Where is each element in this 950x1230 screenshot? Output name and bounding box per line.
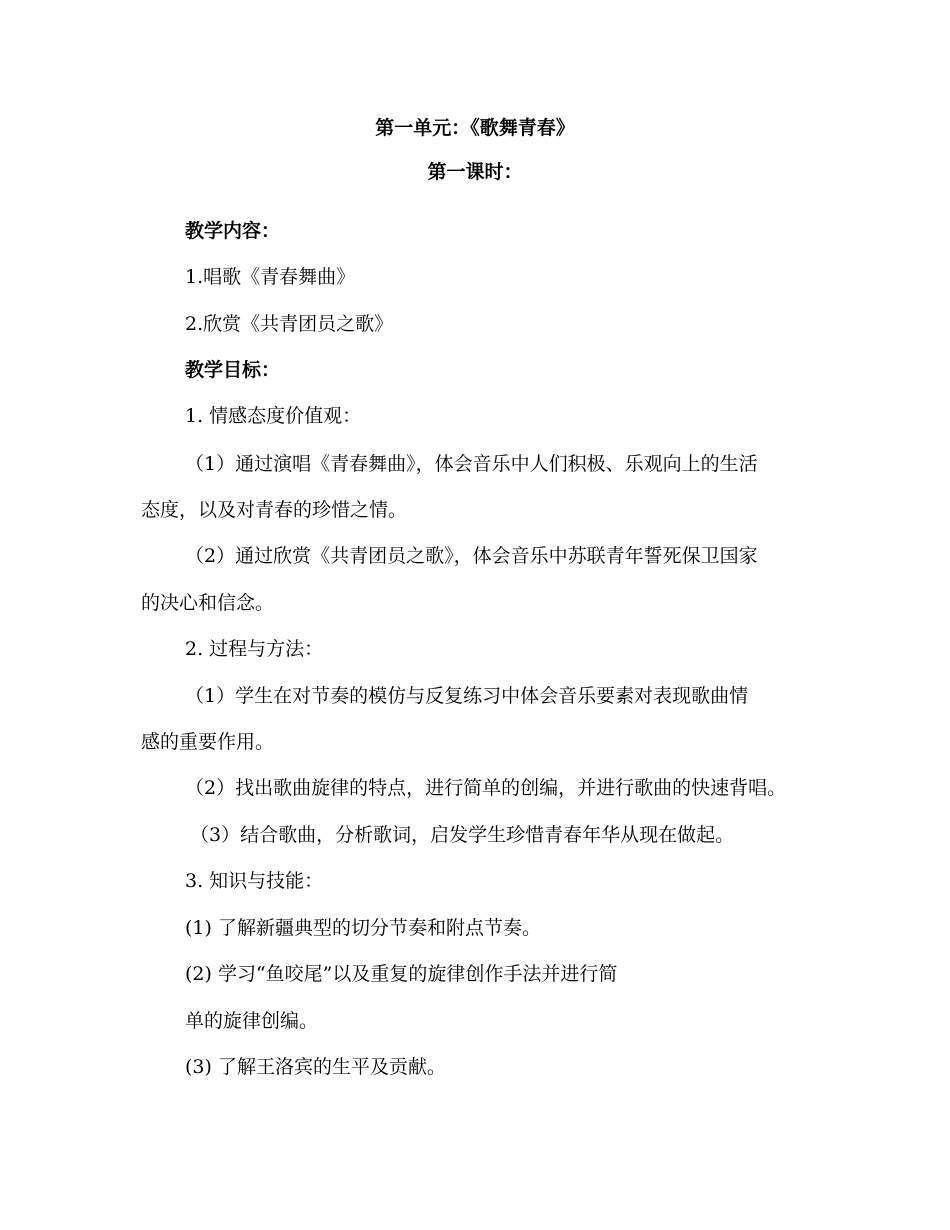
section2-paragraph1-line2: 感的重要作用。 bbox=[141, 731, 275, 753]
goals-heading: 教学目标： bbox=[185, 359, 281, 381]
section2-paragraph1-line1: （1）学生在对节奏的模仿与反复练习中体会音乐要素对表现歌曲情 bbox=[185, 685, 749, 707]
content-item-1: 1.唱歌《青春舞曲》 bbox=[185, 266, 356, 288]
lesson-title: 第一课时： bbox=[427, 161, 523, 183]
section3-item2-line1: (2) 学习“鱼咬尾”以及重复的旋律创作手法并进行简 bbox=[185, 963, 618, 985]
section1-paragraph1-line1: （1）通过演唱《青春舞曲》，体会音乐中人们积极、乐观向上的生活 bbox=[185, 453, 758, 475]
section2-paragraph2: （2）找出歌曲旋律的特点，进行简单的创编，并进行歌曲的快速背唱。 bbox=[185, 777, 787, 799]
section1-paragraph2-line1: （2）通过欣赏《共青团员之歌》，体会音乐中苏联青年誓死保卫国家 bbox=[185, 545, 758, 567]
content-heading: 教学内容： bbox=[185, 220, 281, 242]
section3-item3: (3) 了解王洛宾的生平及贡献。 bbox=[185, 1056, 446, 1078]
section1-paragraph1-line2: 态度，以及对青春的珍惜之情。 bbox=[141, 499, 408, 521]
section3-title: 3. 知识与技能： bbox=[185, 870, 324, 892]
section1-paragraph2-line2: 的决心和信念。 bbox=[141, 592, 275, 614]
content-item-2: 2.欣赏《共青团员之歌》 bbox=[185, 313, 394, 335]
section2-paragraph3: （3）结合歌曲，分析歌词，启发学生珍惜青春年华从现在做起。 bbox=[190, 824, 735, 846]
section3-item1: (1) 了解新疆典型的切分节奏和附点节奏。 bbox=[185, 917, 541, 939]
section2-title: 2. 过程与方法： bbox=[185, 638, 324, 660]
section3-item2-line2: 单的旋律创编。 bbox=[185, 1010, 319, 1032]
section1-title: 1. 情感态度价值观： bbox=[185, 405, 362, 427]
unit-title: 第一单元：《歌舞青春》 bbox=[375, 117, 575, 139]
